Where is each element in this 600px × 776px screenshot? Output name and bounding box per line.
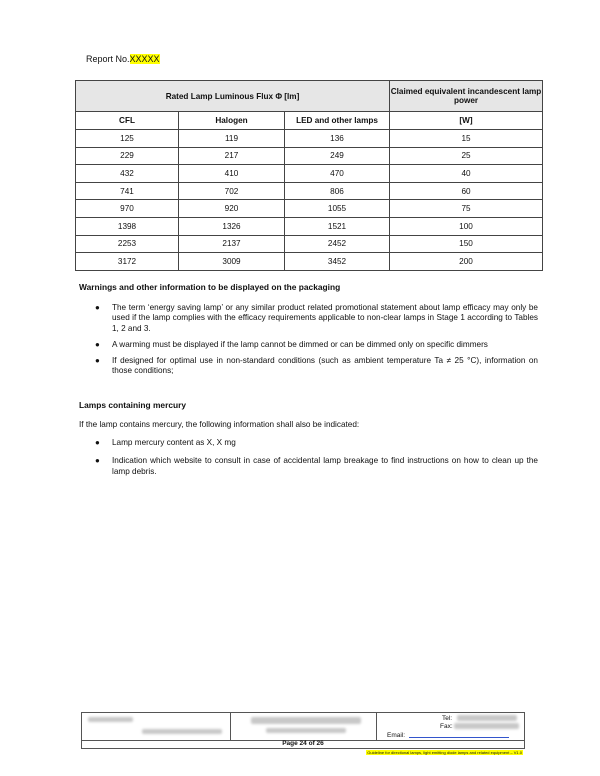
- cell-watts: 200: [390, 253, 543, 271]
- mercury-text: Lamp mercury content as X, X mg: [112, 438, 236, 447]
- cell-halogen: 410: [179, 165, 285, 183]
- table-row: [76, 147, 543, 165]
- warnings-heading: Warnings and other information to be displayed on the packaging: [79, 282, 341, 292]
- cell-cfl: 741: [76, 182, 179, 200]
- email-link[interactable]: [409, 737, 509, 738]
- footer-tel: Tel:: [442, 715, 453, 722]
- report-prefix: Report No.: [86, 54, 130, 64]
- table-row: [76, 217, 543, 235]
- cell-cfl: 229: [76, 147, 179, 165]
- report-number: [86, 54, 160, 64]
- cell-watts: 15: [390, 130, 543, 148]
- redacted-block: [454, 723, 519, 729]
- cell-watts: 100: [390, 217, 543, 235]
- list-item: [95, 438, 538, 448]
- footer-email: Email:: [387, 732, 406, 739]
- cell-halogen: 217: [179, 147, 285, 165]
- bullet-icon: ●: [95, 356, 100, 366]
- guideline-note: Guideline for directional lamps, light emitting diode lamps and related equipment – V1.0: [367, 750, 522, 755]
- cell-halogen: 702: [179, 182, 285, 200]
- redacted-block: [266, 728, 346, 733]
- mercury-list: [95, 438, 538, 483]
- warning-text: The term ‘energy saving lamp’ or any similar product related promotional statement about lamp efficacy may only be used if the lamp complies with the efficacy requirements applicable to non-clear lamps in Stage 1 according to Tables 1, 2 and 3.: [112, 303, 538, 333]
- table-row: [76, 165, 543, 183]
- col-watts: [W]: [390, 112, 543, 130]
- cell-cfl: 432: [76, 165, 179, 183]
- cell-cfl: 2253: [76, 235, 179, 253]
- cell-watts: 75: [390, 200, 543, 218]
- cell-led: 136: [285, 130, 390, 148]
- table-row: [76, 253, 543, 271]
- bullet-icon: ●: [95, 438, 100, 447]
- bullet-icon: ●: [95, 303, 100, 312]
- page-number: Page 24 of 26: [81, 740, 525, 749]
- bullet-icon: ●: [95, 339, 100, 349]
- redacted-block: [88, 717, 133, 722]
- cell-halogen: 1326: [179, 217, 285, 235]
- cell-led: 470: [285, 165, 390, 183]
- cell-led: 249: [285, 147, 390, 165]
- col-led: LED and other lamps: [285, 112, 390, 130]
- cell-watts: 60: [390, 182, 543, 200]
- mercury-intro: If the lamp contains mercury, the following information shall also be indicated:: [79, 420, 360, 429]
- warning-text: If designed for optimal use in non-standard conditions (such as ambient temperature Ta ≠ 25 °C), information on those conditions;: [112, 356, 538, 376]
- cell-cfl: 970: [76, 200, 179, 218]
- mercury-heading: Lamps containing mercury: [79, 400, 187, 410]
- redacted-block: [457, 715, 517, 721]
- footer-name-cell: [231, 713, 377, 740]
- list-item: [95, 456, 538, 477]
- table-row: [76, 130, 543, 148]
- cell-cfl: 125: [76, 130, 179, 148]
- cell-halogen: 3009: [179, 253, 285, 271]
- cell-led: 1055: [285, 200, 390, 218]
- list-item: [95, 356, 538, 377]
- cell-led: 1521: [285, 217, 390, 235]
- footer-address-cell: [82, 713, 231, 740]
- table-row: [76, 182, 543, 200]
- cell-cfl: 1398: [76, 217, 179, 235]
- table-row: [76, 200, 543, 218]
- col-cfl: CFL: [76, 112, 179, 130]
- cell-watts: 150: [390, 235, 543, 253]
- bullet-icon: ●: [95, 456, 100, 466]
- page-footer: [81, 712, 523, 760]
- cell-halogen: 119: [179, 130, 285, 148]
- list-item: [95, 340, 538, 350]
- cell-watts: 40: [390, 165, 543, 183]
- footer-contact-row: [81, 712, 525, 741]
- report-id-highlight: XXXXX: [129, 54, 160, 64]
- power-header: Claimed equivalent incandescent lamp power: [390, 81, 543, 112]
- cell-led: 3452: [285, 253, 390, 271]
- warnings-list: [95, 303, 538, 383]
- luminous-flux-table: [75, 80, 543, 271]
- cell-watts: 25: [390, 147, 543, 165]
- list-item: [95, 303, 538, 334]
- cell-led: 2452: [285, 235, 390, 253]
- redacted-block: [142, 729, 222, 734]
- flux-header: Rated Lamp Luminous Flux Φ [lm]: [76, 81, 390, 112]
- col-halogen: Halogen: [179, 112, 285, 130]
- table-row: [76, 235, 543, 253]
- mercury-text: Indication which website to consult in case of accidental lamp breakage to find instructions on how to clean up the lamp debris.: [112, 456, 538, 476]
- cell-halogen: 920: [179, 200, 285, 218]
- cell-led: 806: [285, 182, 390, 200]
- cell-cfl: 3172: [76, 253, 179, 271]
- warning-text: A warming must be displayed if the lamp cannot be dimmed or can be dimmed only on specific dimmers: [112, 339, 488, 349]
- cell-halogen: 2137: [179, 235, 285, 253]
- footer-fax: Fax:: [440, 723, 453, 730]
- redacted-block: [251, 717, 361, 724]
